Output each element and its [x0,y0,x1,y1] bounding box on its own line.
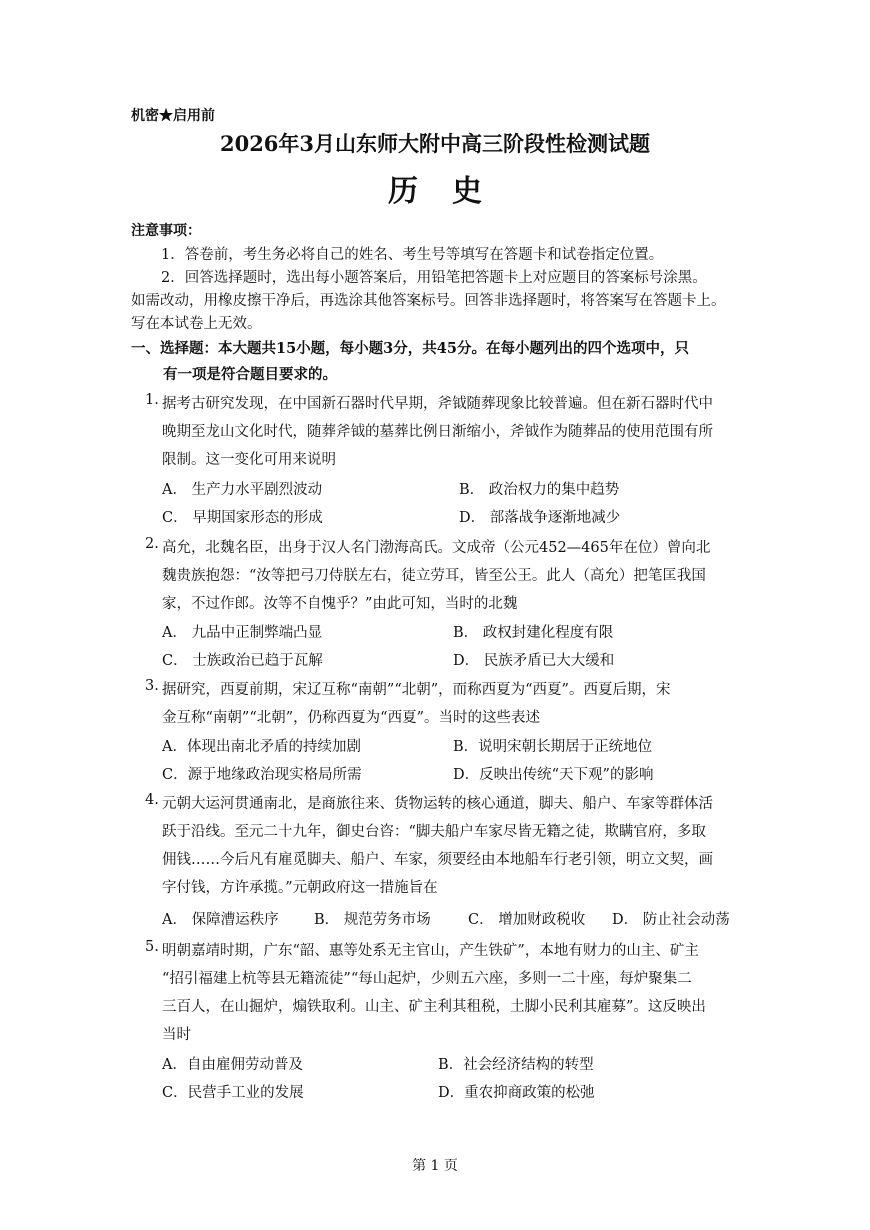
notice-line: 写在本试卷上无效。 [131,316,262,332]
question-number: 4. [145,792,159,808]
option-b: B． 规范劳务市场 [314,912,431,928]
question-text: 跃于沿线。至元二十九年，御史台咨：“脚夫船户车家尽皆无籍之徒，欺瞒官府，多取 [162,824,706,840]
option-a: A．体现出南北矛盾的持续加剧 [162,739,361,755]
question-text: 晚期至龙山文化时代，随葬斧钺的墓葬比例日渐缩小，斧钺作为随葬品的使用范围有所 [162,424,713,440]
question-text: 明朝嘉靖时期，广东“韶、惠等处系无主官山，产生铁矿”，本地有财力的山主、矿主 [162,943,699,959]
section-heading: 一、选择题：本大题共15小题，每小题3分，共45分。在每小题列出的四个选项中，只 [131,340,689,357]
option-a: A．自由雇佣劳动普及 [162,1057,303,1073]
option-c: C．源于地缘政治现实格局所需 [162,767,362,783]
question-text: “招引福建上杭等县无籍流徒”“每山起炉，少则五六座，多则一二十座，每炉聚集二 [162,971,692,987]
option-c: C． 早期国家形态的形成 [162,510,323,526]
option-b: B． 政治权力的集中趋势 [459,482,620,498]
option-a: A． 保障漕运秩序 [162,912,279,928]
option-d: D． 防止社会动荡 [612,912,730,928]
option-c: C． 增加财政税收 [468,912,586,928]
page-number: 第 1 页 [412,1158,458,1174]
question-number: 1. [145,392,159,408]
option-b: B．说明宋朝长期居于正统地位 [453,739,653,755]
notice-heading: 注意事项： [131,223,201,239]
option-d: D．重农抑商政策的松弛 [438,1085,595,1101]
question-text: 元朝大运河贯通南北，是商旅往来、货物运转的核心通道，脚夫、船户、车家等群体活 [162,796,713,812]
notice-line: 1．答卷前，考生务必将自己的姓名、考生号等填写在答题卡和试卷指定位置。 [161,247,664,263]
question-text: 当时 [162,1027,191,1043]
confidential-mark: 机密★启用前 [131,108,215,124]
notice-line: 2．回答选择题时，选出每小题答案后，用铅笔把答题卡上对应题目的答案标号涂黑。 [161,270,707,286]
question-text: 魏贵族抱怨：“汝等把弓刀侍朕左右，徒立劳耳，皆至公王。此人（高允）把笔匡我国 [162,568,706,584]
question-text: 三百人，在山掘炉，煽铁取利。山主、矿主利其租税，土脚小民利其雇募”。这反映出 [162,999,706,1015]
notice-line: 如需改动，用橡皮擦干净后，再选涂其他答案标号。回答非选择题时，将答案写在答题卡上。 [131,293,726,309]
exam-title: 2026年3月山东师大附中高三阶段性检测试题 [219,131,651,156]
question-number: 5. [145,939,159,955]
option-a: A． 九品中正制弊端凸显 [162,625,323,641]
subject-title: 历史 [388,174,516,209]
question-text: 金互称“南朝”“北朝”，仍称西夏为“西夏”。当时的这些表述 [162,710,540,726]
option-b: B．社会经济结构的转型 [438,1057,594,1073]
option-d: D． 部落战争逐渐地减少 [459,510,621,526]
question-number: 3. [145,678,159,694]
option-d: D． 民族矛盾已大大缓和 [453,653,615,669]
question-text: 据研究，西夏前期，宋辽互称“南朝”“北朝”，而称西夏为“西夏”。西夏后期，宋 [162,682,671,698]
question-text: 限制。这一变化可用来说明 [162,452,336,468]
option-c: C． 士族政治已趋于瓦解 [162,653,323,669]
question-text: 家，不过作郎。汝等不自愧乎？”由此可知，当时的北魏 [162,596,518,612]
question-text: 字付钱，方许承揽。”元朝政府这一措施旨在 [162,880,438,896]
question-number: 2. [145,536,159,552]
question-text: 佣钱……今后凡有雇觅脚夫、船户、车家，须要经由本地船车行老引领，明立文契，画 [162,852,713,868]
option-b: B． 政权封建化程度有限 [453,625,614,641]
option-d: D．反映出传统“天下观”的影响 [453,767,654,783]
section-heading-cont: 有一项是符合题目要求的。 [163,366,337,383]
question-text: 据考古研究发现，在中国新石器时代早期，斧钺随葬现象比较普遍。但在新石器时代中 [162,396,713,412]
question-text: 高允，北魏名臣，出身于汉人名门渤海高氏。文成帝（公元452—465年在位）曾向北 [162,540,711,556]
option-c: C．民营手工业的发展 [162,1085,304,1101]
option-a: A． 生产力水平剧烈波动 [162,482,323,498]
